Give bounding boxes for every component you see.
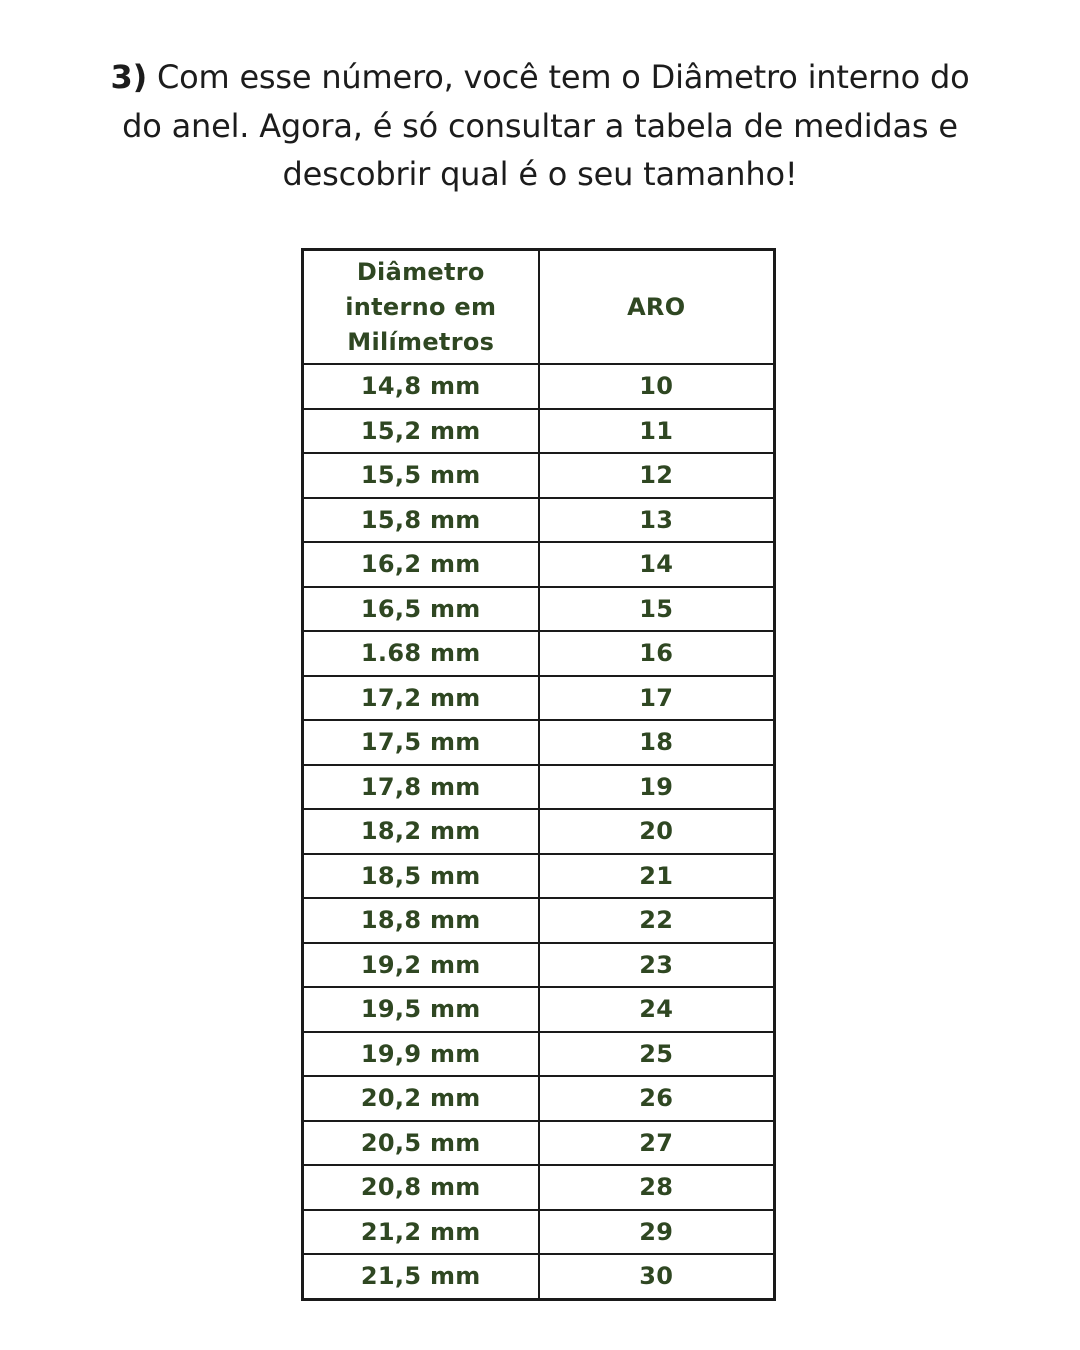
diameter-cell: 18,2 mm <box>303 809 539 854</box>
intro-line-2: do anel. Agora, é só consultar a tabela de medidas e <box>122 106 958 145</box>
diameter-cell: 19,9 mm <box>303 1032 539 1077</box>
table-row <box>303 498 775 543</box>
diameter-cell: 1.68 mm <box>303 631 539 676</box>
aro-cell: 23 <box>539 943 775 988</box>
aro-cell: 17 <box>539 676 775 721</box>
aro-cell: 28 <box>539 1165 775 1210</box>
table-row <box>303 453 775 498</box>
diameter-cell: 15,8 mm <box>303 498 539 543</box>
header-diameter-line-2: interno em <box>345 292 497 321</box>
diameter-cell: 16,2 mm <box>303 542 539 587</box>
table-row <box>303 1165 775 1210</box>
table-row <box>303 676 775 721</box>
aro-cell: 12 <box>539 453 775 498</box>
table-row <box>303 1121 775 1166</box>
diameter-cell: 17,5 mm <box>303 720 539 765</box>
aro-cell: 25 <box>539 1032 775 1077</box>
diameter-cell: 15,2 mm <box>303 409 539 454</box>
aro-cell: 18 <box>539 720 775 765</box>
table-header-row <box>303 250 775 365</box>
table-row <box>303 1210 775 1255</box>
aro-cell: 13 <box>539 498 775 543</box>
table-row <box>303 1254 775 1299</box>
table-row <box>303 898 775 943</box>
aro-cell: 26 <box>539 1076 775 1121</box>
diameter-cell: 18,5 mm <box>303 854 539 899</box>
aro-cell: 16 <box>539 631 775 676</box>
header-diameter-line-3: Milímetros <box>347 327 495 356</box>
header-diameter <box>303 250 539 365</box>
diameter-cell: 20,8 mm <box>303 1165 539 1210</box>
table-row <box>303 1076 775 1121</box>
aro-cell: 21 <box>539 854 775 899</box>
diameter-cell: 19,5 mm <box>303 987 539 1032</box>
step-number: 3) <box>110 58 147 96</box>
header-diameter-line-1: Diâmetro <box>356 257 485 286</box>
table-row <box>303 631 775 676</box>
table-row <box>303 720 775 765</box>
table-row <box>303 587 775 632</box>
header-aro: ARO <box>539 250 775 365</box>
aro-cell: 24 <box>539 987 775 1032</box>
aro-cell: 20 <box>539 809 775 854</box>
aro-cell: 19 <box>539 765 775 810</box>
diameter-cell: 15,5 mm <box>303 453 539 498</box>
diameter-cell: 18,8 mm <box>303 898 539 943</box>
aro-cell: 11 <box>539 409 775 454</box>
aro-cell: 27 <box>539 1121 775 1166</box>
diameter-cell: 17,2 mm <box>303 676 539 721</box>
diameter-cell: 21,2 mm <box>303 1210 539 1255</box>
diameter-cell: 20,2 mm <box>303 1076 539 1121</box>
intro-line-3: descobrir qual é o seu tamanho! <box>282 155 798 193</box>
diameter-cell: 16,5 mm <box>303 587 539 632</box>
diameter-cell: 20,5 mm <box>303 1121 539 1166</box>
diameter-cell: 19,2 mm <box>303 943 539 988</box>
table-row <box>303 809 775 854</box>
aro-cell: 29 <box>539 1210 775 1255</box>
table-row <box>303 987 775 1032</box>
intro-text <box>60 53 1020 199</box>
aro-cell: 14 <box>539 542 775 587</box>
table-row <box>303 943 775 988</box>
table-row <box>303 854 775 899</box>
table-row <box>303 364 775 409</box>
aro-cell: 30 <box>539 1254 775 1299</box>
table-row <box>303 1032 775 1077</box>
aro-cell: 10 <box>539 364 775 409</box>
table-body <box>303 364 775 1299</box>
intro-line-1 <box>60 53 1020 102</box>
diameter-cell: 17,8 mm <box>303 765 539 810</box>
table-row <box>303 409 775 454</box>
diameter-cell: 14,8 mm <box>303 364 539 409</box>
aro-cell: 22 <box>539 898 775 943</box>
table-row <box>303 542 775 587</box>
diameter-cell: 21,5 mm <box>303 1254 539 1299</box>
aro-cell: 15 <box>539 587 775 632</box>
table-row <box>303 765 775 810</box>
ring-size-table <box>301 248 776 1301</box>
intro-line-1-text: Com esse número, você tem o Diâmetro interno do <box>147 58 970 96</box>
